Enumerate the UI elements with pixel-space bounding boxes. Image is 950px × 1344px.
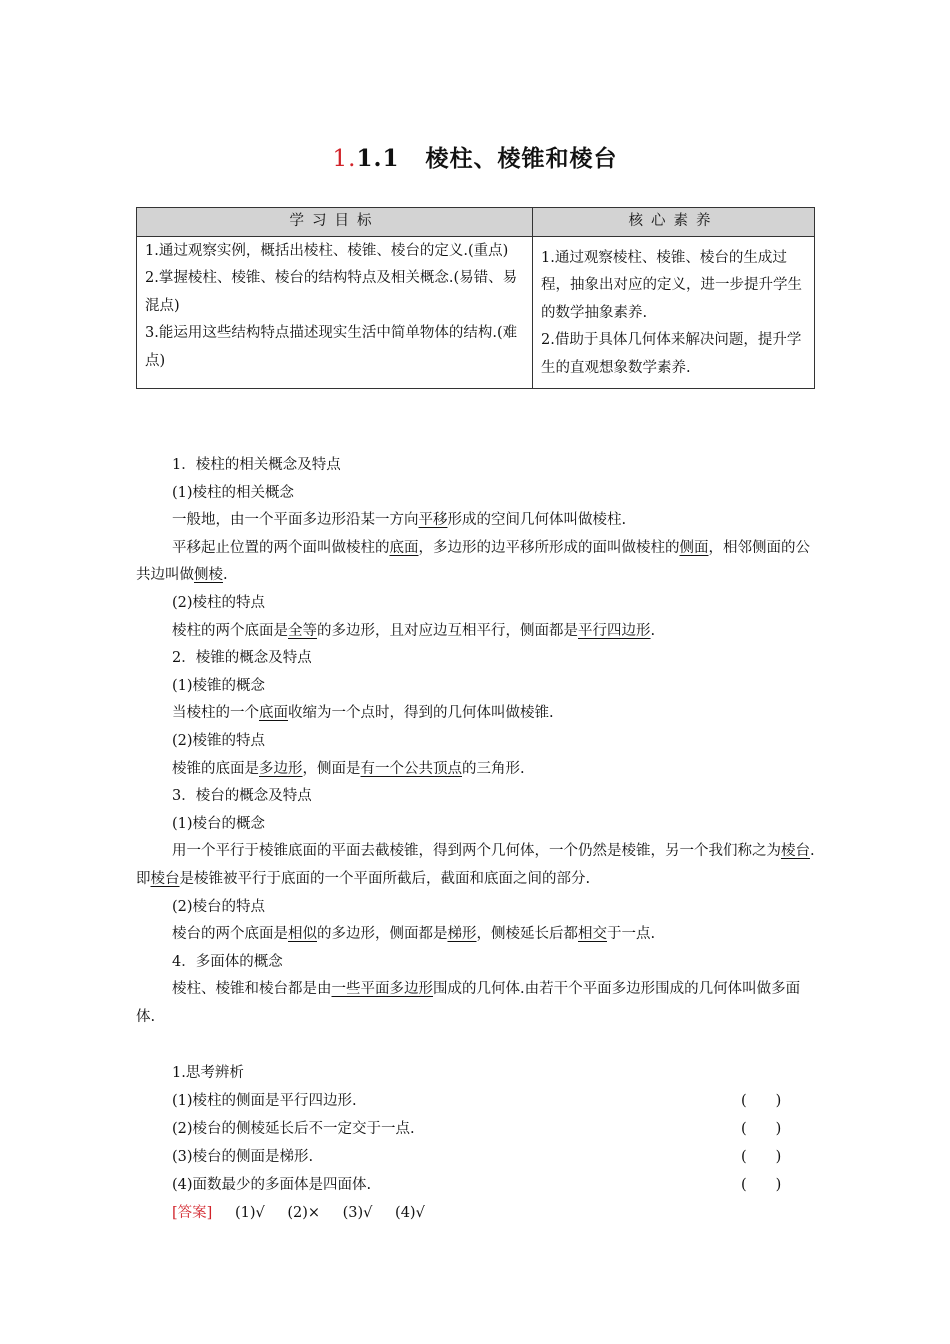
section-title: 4．多面体的概念 bbox=[172, 953, 283, 970]
goal-item: 2.掌握棱柱、棱锥、棱台的结构特点及相关概念.(易错、易混点) bbox=[145, 270, 518, 314]
exercise-item: (2)棱台的侧棱延长后不一定交于一点. ( ) bbox=[136, 1115, 816, 1143]
header-core-literacy: 核心素养 bbox=[533, 208, 815, 237]
blank-answer: 棱台 bbox=[150, 870, 180, 887]
learning-goals-cell bbox=[137, 236, 533, 389]
goals-table bbox=[136, 207, 815, 389]
exercise-block bbox=[136, 1059, 816, 1227]
section-title: 2．棱锥的概念及特点 bbox=[172, 650, 312, 667]
blank-answer: 多边形 bbox=[259, 760, 303, 777]
blank-answer: 梯形 bbox=[447, 926, 477, 943]
paragraph: 一般地，由一个平面多边形沿某一方向平移形成的空间几何体叫做棱柱. bbox=[172, 512, 627, 529]
blank-answer: 侧棱 bbox=[194, 567, 223, 584]
blank-answer: 平行四边形 bbox=[578, 622, 651, 639]
blank-answer: 相交 bbox=[578, 926, 607, 943]
literacy-item: 1.通过观察棱柱、棱锥、棱台的生成过程，抽象出对应的定义，进一步提升学生的数学抽象素养. bbox=[541, 249, 802, 321]
answer-item: (3)√ bbox=[342, 1205, 373, 1221]
title-number: 1.1 bbox=[356, 145, 400, 172]
answer-tag: [答案] bbox=[172, 1205, 213, 1221]
answer-item: (2)× bbox=[287, 1205, 321, 1221]
paragraph: 平移起止位置的两个面叫做棱柱的底面，多边形的边平移所形成的面叫做棱柱的侧面，相邻侧面的公共边叫做侧棱. bbox=[136, 539, 810, 584]
subsection-title: (2)棱台的特点 bbox=[172, 898, 266, 915]
blank-answer: 全等 bbox=[288, 622, 317, 639]
answer-line bbox=[136, 1199, 816, 1227]
paragraph: 用一个平行于棱锥底面的平面去截棱锥，得到两个几何体，一个仍然是棱锥，另一个我们称之为棱台.即棱台是棱锥被平行于底面的一个平面所截后，截面和底面之间的部分. bbox=[136, 843, 815, 887]
exercise-item: (3)棱台的侧面是梯形. ( ) bbox=[136, 1143, 816, 1171]
blank-answer: 侧面 bbox=[679, 539, 709, 556]
answer-item: (1)√ bbox=[234, 1205, 265, 1221]
paragraph: 棱锥的底面是多边形，侧面是有一个公共顶点的三角形. bbox=[172, 760, 525, 777]
exercise-item: (1)棱柱的侧面是平行四边形. ( ) bbox=[136, 1087, 816, 1115]
answer-parentheses: ( ) bbox=[741, 1121, 782, 1137]
literacy-item: 2.借助于具体几何体来解决问题，提升学生的直观想象数学素养. bbox=[541, 332, 802, 376]
subsection-title: (1)棱台的概念 bbox=[172, 815, 266, 832]
answer-item: (4)√ bbox=[395, 1205, 425, 1221]
blank-answer: 底面 bbox=[389, 539, 419, 556]
exercise-item: (4)面数最少的多面体是四面体. ( ) bbox=[136, 1171, 816, 1199]
paragraph: 棱柱、棱锥和棱台都是由一些平面多边形围成的几何体.由若干个平面多边形围成的几何体叫做多面体. bbox=[136, 981, 801, 1025]
page-title bbox=[0, 140, 950, 173]
answer-parentheses: ( ) bbox=[741, 1093, 782, 1109]
exercise-title: 1.思考辨析 bbox=[172, 1065, 244, 1081]
subsection-title: (1)棱柱的相关概念 bbox=[172, 484, 295, 501]
paragraph: 棱台的两个底面是相似的多边形，侧面都是梯形，侧棱延长后都相交于一点. bbox=[172, 926, 656, 943]
goal-item: 1.通过观察实例，概括出棱柱、棱锥、棱台的定义.(重点) bbox=[145, 242, 509, 259]
paragraph: 棱柱的两个底面是全等的多边形，且对应边互相平行，侧面都是平行四边形. bbox=[172, 622, 656, 639]
answer-parentheses: ( ) bbox=[741, 1149, 782, 1165]
subsection-title: (2)棱柱的特点 bbox=[172, 594, 266, 611]
knowledge-content bbox=[136, 452, 816, 1031]
core-literacy-cell bbox=[533, 236, 815, 389]
subsection-title: (2)棱锥的特点 bbox=[172, 732, 266, 749]
blank-answer: 有一个公共顶点 bbox=[360, 760, 462, 777]
paragraph: 当棱柱的一个底面收缩为一个点时，得到的几何体叫做棱锥. bbox=[172, 705, 554, 722]
section-title: 1．棱柱的相关概念及特点 bbox=[172, 457, 341, 473]
title-text: 棱柱、棱锥和棱台 bbox=[425, 145, 618, 172]
subsection-title: (1)棱锥的概念 bbox=[172, 677, 266, 694]
section-title: 3．棱台的概念及特点 bbox=[172, 788, 312, 805]
blank-answer: 平移 bbox=[418, 512, 448, 529]
answer-parentheses: ( ) bbox=[741, 1177, 782, 1193]
blank-answer: 底面 bbox=[259, 705, 288, 722]
title-prefix: 1. bbox=[332, 146, 357, 172]
goal-item: 3.能运用这些结构特点描述现实生活中简单物体的结构.(难点) bbox=[145, 325, 518, 369]
blank-answer: 相似 bbox=[288, 926, 317, 943]
blank-answer: 一些平面多边形 bbox=[331, 981, 433, 998]
header-learning-goals: 学习目标 bbox=[137, 208, 533, 237]
blank-answer: 棱台 bbox=[781, 843, 810, 860]
